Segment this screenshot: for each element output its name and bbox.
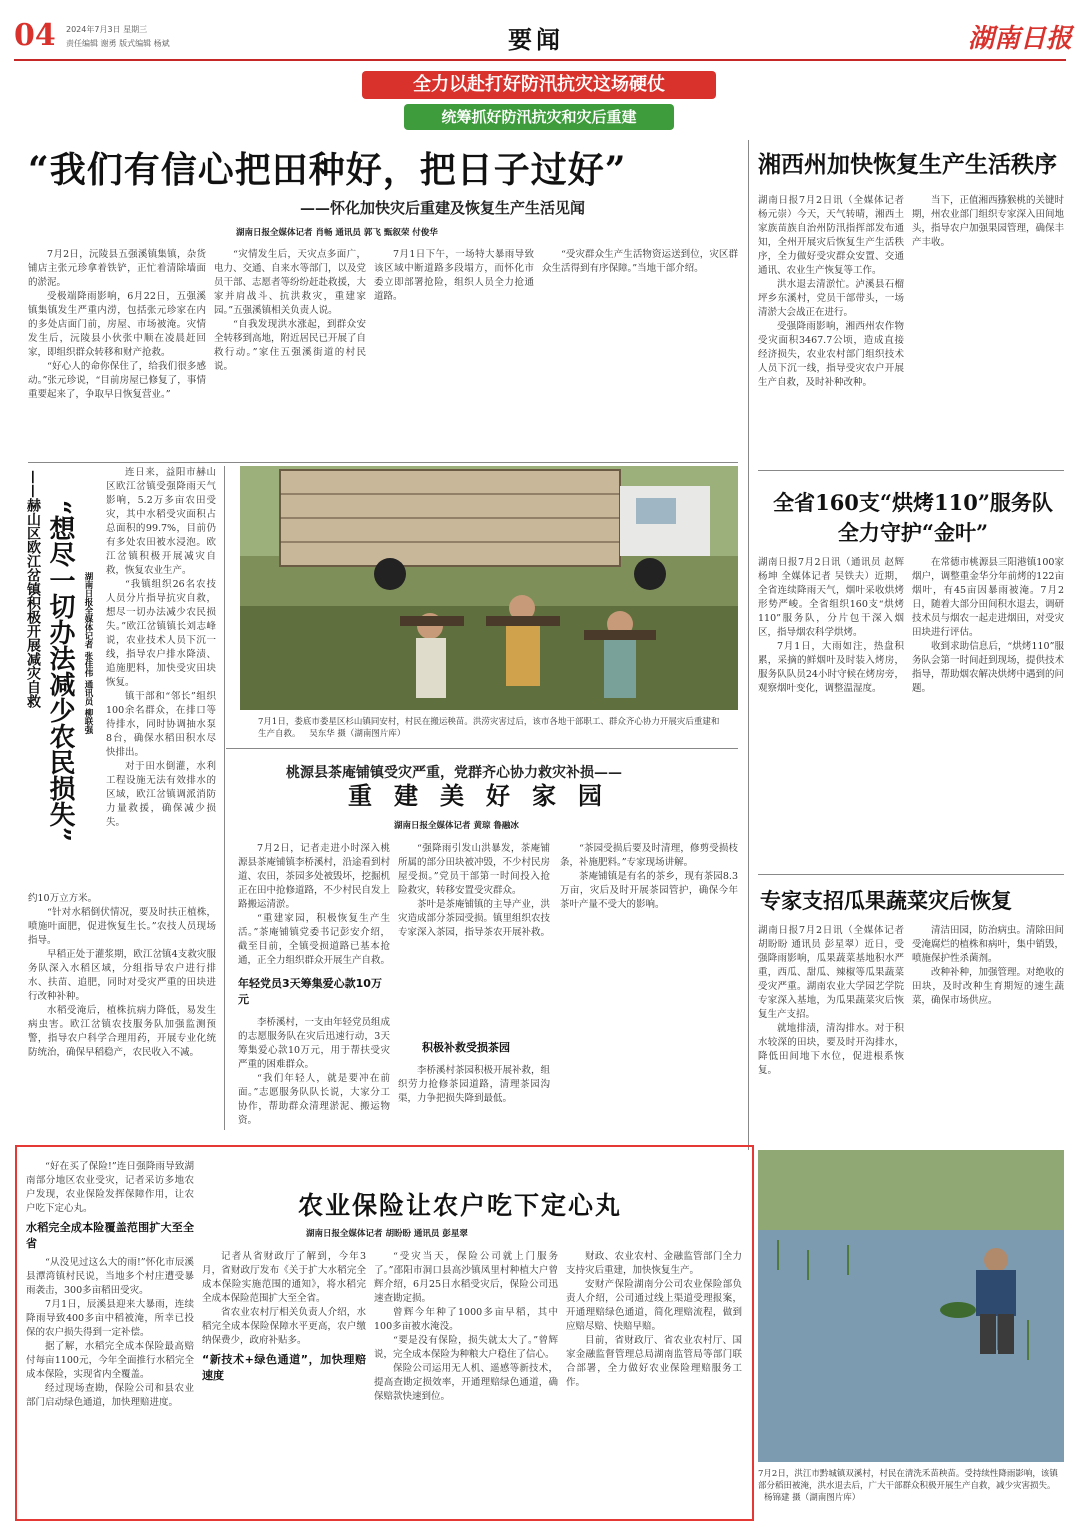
insurance-column-2 xyxy=(202,1250,366,1510)
vertical-byline: 湖南日报全媒体记者 张佳伟 通讯员 柳联强 xyxy=(83,572,93,734)
paragraph: 安财产保险湖南分公司农业保险部负责人介绍，公司通过线上渠道受理报案，开通理赔绿色通道，简化理赔流程，做到应赔尽赔、快赔早赔。 xyxy=(566,1279,742,1332)
lead-subhead: ——怀化加快灾后重建及恢复生产生活见闻 xyxy=(300,199,586,217)
paragraph: “重建家园，积极恢复生产生活。”茶庵铺镇党委书记彭安介绍，截至目前，全镇受损道路已基本抢通，正全力组织群众开展生产自救。 xyxy=(238,913,391,966)
guapai-column-1 xyxy=(758,924,904,1132)
main-banner: 全力以赴打好防汛抗灾这场硬仗 xyxy=(362,71,716,99)
paragraph: 就地排渍，清沟排水。对于积水较深的田块，要及时开沟排水，降低田间地下水位，促进根系恢复。 xyxy=(758,1023,904,1076)
paragraph: 当下，正值湘西猕猴桃的关键时期，州农业部门组织专家深入田间地头，指导农户加强果园管理，确保丰产丰收。 xyxy=(912,195,1065,248)
vertical-subtitle: ——赫山区欧江岔镇积极开展减灾自救 xyxy=(25,470,41,708)
paragraph: 受强降雨影响，湘西州农作物受灾面积3467.7公顷，造成直接经济损失，农业农村部门组织技术人员下沉一线，指导受灾农户开展生产自救，及时补种改种。 xyxy=(758,321,904,388)
lead-column-3 xyxy=(374,248,534,458)
column-divider xyxy=(748,140,749,1150)
paragraph: “我们年轻人，就是要冲在前面。”志愿服务队队长说，大家分工协作，帮助群众清理淤泥、搬运物资。 xyxy=(238,1073,390,1126)
insurance-column-1 xyxy=(26,1160,194,1510)
paragraph: 保险公司运用无人机、遥感等新技术，提高查勘定损效率，开通理赔绿色通道，确保赔款快速到位。 xyxy=(374,1363,558,1402)
guapai-column-2 xyxy=(912,924,1064,1132)
photo-credit: 吴东华 摄（湖南图片库） xyxy=(309,729,406,739)
peach-column-3 xyxy=(560,842,738,1132)
paragraph: 7月1日下午，一场特大暴雨导致该区域中断道路多段塌方，而怀化市委立即部署抢险，组织人员全力抢通道路。 xyxy=(374,249,534,302)
paragraph: “受灾当天，保险公司就上门服务了。”邵阳市洞口县高沙镇凤里村种植大户曾辉介绍，6月25日水稻受灾后，保险公司迅速查勘定损。 xyxy=(374,1251,558,1304)
paragraph: 对于田水倒灌，水利工程设施无法有效排水的区域，欧江岔镇调派消防力量救援，确保减少损失。 xyxy=(106,761,216,828)
paragraph: 约10万立方米。 xyxy=(28,893,98,904)
paragraph: 7月1日，大雨如注，热盘积累，采摘的鲜烟叶及时装入烤房，服务队队员24小时守候在烤房旁，观察烟叶变化，调整温湿度。 xyxy=(758,641,904,694)
peach-column-1 xyxy=(238,842,391,966)
photo-credit: 杨锦建 摄（湖南图片库） xyxy=(764,1493,861,1503)
side-photo xyxy=(758,1150,1064,1462)
vertical-title: “想尽一切办法减少农民损失” xyxy=(45,500,75,842)
lead-headline: “我们有信心把田种好，把日子过好” xyxy=(28,149,627,191)
paragraph: 7月2日，沅陵县五强溪镇集镇，杂货铺店主张元珍拿着铁铲，正忙着清除墙面的淤泥。 xyxy=(28,249,206,288)
header-rule xyxy=(14,59,1066,61)
yanmai-column-2 xyxy=(912,556,1064,866)
paragraph: “茶园受损后要及时清理，修剪受损枝条，补施肥料。”专家现场讲解。 xyxy=(560,843,738,868)
paragraph: 7月2日，记者走进小时深入桃源县茶庵铺镇李桥溪村，沿途看到村道、农田，茶园多处被毁坏，挖掘机正在田中抢修道路，不少村民自发上路搬运清淤。 xyxy=(238,843,391,910)
peach-subhead-2: 积极补救受损茶园 xyxy=(422,1041,510,1054)
peach-kicker: 桃源县茶庵铺镇受灾严重，党群齐心协力救灾补损—— xyxy=(286,765,622,781)
paragraph: 清洁田园，防治病虫。清除田间受淹腐烂的植株和病叶，集中销毁，喷施保护性杀菌剂。 xyxy=(912,925,1065,964)
paragraph: “受灾群众生产生活物资运送到位，灾区群众生活得到有序保障。”当地干部介绍。 xyxy=(542,249,738,274)
main-photo xyxy=(240,466,738,710)
paragraph: 洪水退去清淤忙。泸溪县石榴坪乡东溪村，党员干部带头，一场清淤大会战正在进行。 xyxy=(758,279,904,318)
paragraph: “好在买了保险!”连日强降雨导致湖南部分地区农业受灾，记者采访多地农户发现，农业保险发挥保障作用，让农户吃下定心丸。 xyxy=(26,1161,194,1214)
paragraph: 曾辉今年种了1000多亩早稻，其中100多亩被水淹没。 xyxy=(374,1307,558,1332)
sub-banner: 统筹抓好防汛抗灾和灾后重建 xyxy=(404,104,674,130)
lead-column-2 xyxy=(214,248,366,458)
paragraph: 据了解，水稻完全成本保险最高赔付每亩1100元，今年全面推行水稻完全成本保险，实现省内全覆盖。 xyxy=(26,1341,194,1380)
paragraph: “灾情发生后，天灾点多面广，电力、交通、自来水等部门，以及党员干部、志愿者等纷纷赶赴救援，大家并肩战斗、抗洪救灾，重建家园。”五强溪镇相关负责人说。 xyxy=(214,249,367,316)
yanmai-headline-2: 全力守护“金叶” xyxy=(837,520,989,545)
insurance-subhead-1: 水稻完全成本险覆盖范围扩大至全省 xyxy=(26,1221,194,1250)
newspaper-logo: 湖南日报 xyxy=(968,24,1073,54)
masthead xyxy=(0,0,1080,60)
villager-washing-seedlings-image xyxy=(758,1150,1064,1462)
paragraph: 目前，省财政厅、省农业农村厅、国家金融监督管理总局湖南监管局等部门联合部署，全力做好农业保险理赔服务工作。 xyxy=(566,1335,742,1388)
section-divider xyxy=(28,462,738,463)
peach-column-2 xyxy=(398,842,550,1030)
yanmai-column-1 xyxy=(758,556,904,866)
lead-column-1 xyxy=(28,248,206,458)
paragraph: 收到求助信息后，“烘烤110”服务队会第一时间赶到现场，提供技术指导，帮助烟农解决烘烤中遇到的问题。 xyxy=(912,641,1065,694)
paragraph: 湖南日报7月2日讯（全媒体记者 杨元崇）今天，天气转晴，湘西土家族苗族自治州防汛指挥部发布通知，全州开展灾后恢复生产生活秩序，全力做好受灾群众安置、交通通讯、农业生产恢复等工作。 xyxy=(758,195,904,276)
paragraph: 连日来，益阳市赫山区欧江岔镇受强降雨天气影响，5.2万多亩农田受灾，其中水稻受灾面积占总面积的99.7%，目前仍有多处农田被水浸泡。欧江岔镇积极开展减灾自救，恢复农业生产。 xyxy=(106,467,216,576)
paragraph: 经过现场查勘，保险公司和县农业部门启动绿色通道，加快理赔进度。 xyxy=(26,1383,194,1408)
paragraph: 改种补种，加强管理。对绝收的田块，及时改种生育期短的速生蔬菜，确保市场供应。 xyxy=(912,967,1065,1006)
insurance-headline: 农业保险让农户吃下定心丸 xyxy=(297,1191,622,1220)
yanmai-headline-1: 全省160支“烘烤110”服务队 xyxy=(773,490,1053,515)
paragraph: 早稻正处于灌浆期，欧江岔镇4支救灾服务队深入水稻区域，分组指导农户进行排水、扶苗、追肥，同时对受灾严重的田块进行改种补种。 xyxy=(28,949,216,1002)
paragraph: 茶庵铺镇是有名的茶乡，现有茶园8.3万亩，灾后及时开展茶园管护，确保今年茶叶产量不受大的影响。 xyxy=(560,871,738,910)
farmers-carrying-seedling-trays-image xyxy=(240,466,738,710)
insurance-byline: 湖南日报全媒体记者 胡盼盼 通讯员 彭星翠 xyxy=(306,1229,468,1239)
insurance-column-3 xyxy=(374,1250,558,1510)
paragraph: 李桥溪村，一支由年轻党员组成的志愿服务队在灾后迅速行动，3天筹集爱心款10万元，用于帮扶受灾严重的困难群众。 xyxy=(238,1017,391,1070)
paragraph: 湖南日报7月2日讯（全媒体记者 胡盼盼 通讯员 彭星翠）近日，受强降雨影响，瓜果蔬菜基地积水严重，西瓜、甜瓜、辣椒等瓜果蔬菜受灾严重。湖南农业大学园艺学院专家深入基地，为瓜果蔬菜灾后恢复生产支招。 xyxy=(758,925,904,1020)
lead-column-4 xyxy=(542,248,738,458)
paragraph: 受极端降雨影响，6月22日，五强溪镇集镇发生严重内涝，包括张元珍家在内的多处店面门前，房屋、市场被淹。灾情发生后，沅陵县小伙张中顺在凌晨赶回家，即组织群众转移和财产抢救。 xyxy=(28,291,206,358)
caption-text: 7月2日，洪江市黔城镇双溪村，村民在清洗禾苗秧苗。受持续性降雨影响，该镇部分稻田被淹，洪水退去后，广大干部群众积极开展生产自救，减少灾害损失。 xyxy=(758,1469,1058,1491)
paragraph: 财政、农业农村、金融监管部门全力支持灾后重建，加快恢复生产。 xyxy=(566,1251,742,1276)
peach-subhead-1: 年轻党员3天筹集爱心款10万元 xyxy=(238,977,382,1006)
caption-text: 7月1日，娄底市娄星区杉山镇同安村，村民在搬运秧苗。洪涝灾害过后，该市各地干部职工、群众齐心协力开展灾后重建和生产自救。 xyxy=(258,717,720,739)
paragraph: 镇干部和“邻长”组织100余名群众，在排口等待排水，同时协调抽水泵8台，确保水稻田积水尽快排出。 xyxy=(106,691,216,758)
peach-headline: 重建美好家园 xyxy=(348,781,624,810)
guapai-headline: 专家支招瓜果蔬菜灾后恢复 xyxy=(760,888,1012,913)
vertical-column-2 xyxy=(28,892,216,1132)
paragraph: 茶叶是茶庵铺镇的主导产业，洪灾造成部分茶园受损。镇里组织农技专家深入茶园，指导茶农开展补救。 xyxy=(398,899,551,938)
peach-column-1b xyxy=(238,1016,390,1132)
editors-line: 责任编辑 谢勇 版式编辑 杨斌 xyxy=(66,39,170,48)
paragraph: “自我发现洪水涨起，到群众安全转移到高地，附近居民已开展了自救行动。”家住五强溪街道的村民说。 xyxy=(214,319,367,372)
peach-column-2b xyxy=(398,1064,550,1132)
side-photo-caption xyxy=(758,1468,1064,1504)
section-title: 要闻 xyxy=(508,26,564,54)
lead-byline: 湖南日报全媒体记者 肖畅 通讯员 郭飞 甄叙荣 付俊华 xyxy=(236,228,438,238)
paragraph: “要是没有保险，损失就太大了。”曾辉说，完全成本保险为种粮大户稳住了信心。 xyxy=(374,1335,558,1360)
paragraph: 在常德市桃源县三阳港镇100家烟户，调整重金华分年前烤的122亩烟叶，有45亩因暴雨被淹。7月2日，随着大部分田间积水退去，调研技术员与烟农一起走进烟田，对受灾田块进行评估。 xyxy=(912,557,1065,638)
section-divider xyxy=(226,748,738,749)
paragraph: “好心人的命你保住了，给我们很多感动。”张元珍说，“目前房屋已修复了，事情重要起来了，争取早日恢复营业。” xyxy=(28,361,206,400)
paragraph: 省农业农村厅相关负责人介绍，水稻完全成本保险保障水平更高，农户缴纳保费少，政府补贴多。 xyxy=(202,1307,366,1346)
paragraph: 水稻受淹后，植株抗病力降低，易发生病虫害。欧江岔镇农技服务队加强监测预警，指导农户科学合理用药，开展专业化统防统治，确保早稻稳产，农民收入不减。 xyxy=(28,1005,216,1058)
paragraph: “从没见过这么大的雨!”怀化市辰溪县潭湾镇村民说，当地多个村庄遭受暴雨袭击，300多亩稻田受灾。 xyxy=(26,1257,194,1296)
page-number: 04 xyxy=(14,18,56,53)
section-divider xyxy=(758,470,1064,471)
main-photo-caption xyxy=(258,716,724,740)
paragraph: “针对水稻倒伏情况，要及时扶正植株，喷施叶面肥，促进恢复生长。”农技人员现场指导。 xyxy=(28,907,216,946)
section-divider xyxy=(758,874,1064,875)
xiangxi-column-2 xyxy=(912,194,1064,456)
insurance-column-4 xyxy=(566,1250,742,1510)
date-line: 2024年7月3日 星期三 xyxy=(66,25,148,34)
vertical-column-1 xyxy=(106,466,216,890)
peach-byline: 湖南日报全媒体记者 黄琼 鲁融冰 xyxy=(394,821,519,831)
paragraph: “我镇组织26名农技人员分片指导抗灾自救，想尽一切办法减少农民损失。”欧江岔镇镇长刘志峰说，农业技术人员下沉一线，指导农户排水降渍、追施肥料，加快受灾田块恢复。 xyxy=(106,579,216,688)
paragraph: “强降雨引发山洪暴发，茶庵铺所属的部分田块被冲毁，不少村民房屋受损。”党员干部第一时间投入抢险救灾，转移安置受灾群众。 xyxy=(398,843,551,896)
xiangxi-headline: 湘西州加快恢复生产生活秩序 xyxy=(758,151,1057,178)
paragraph: 7月1日，辰溪县迎来大暴雨，连续降雨导致400多亩中稻被淹，所幸已投保的农户损失得到一定补偿。 xyxy=(26,1299,194,1338)
paragraph: 湖南日报7月2日讯（通讯员 赵辉 杨坤 全媒体记者 吴铁夫）近期，全省连续降雨天气，烟叶采收烘烤形势严峻。全省组织160支“烘烤110”服务队，分片包干深入烟区，指导烟农科学烘烤。 xyxy=(758,557,904,638)
xiangxi-column-1 xyxy=(758,194,904,456)
insurance-subhead-2: “新技术+绿色通道”，加快理赔速度 xyxy=(202,1353,366,1382)
column-divider xyxy=(224,466,225,1130)
paragraph: 李桥溪村茶园积极开展补救，组织劳力抢修茶园道路，清理茶园沟渠，力争把损失降到最低。 xyxy=(398,1065,551,1104)
paragraph: 记者从省财政厅了解到，今年3月，省财政厅发布《关于扩大水稻完全成本保险实施范围的通知》，将水稻完全成本保险范围扩大至全省。 xyxy=(202,1251,366,1304)
